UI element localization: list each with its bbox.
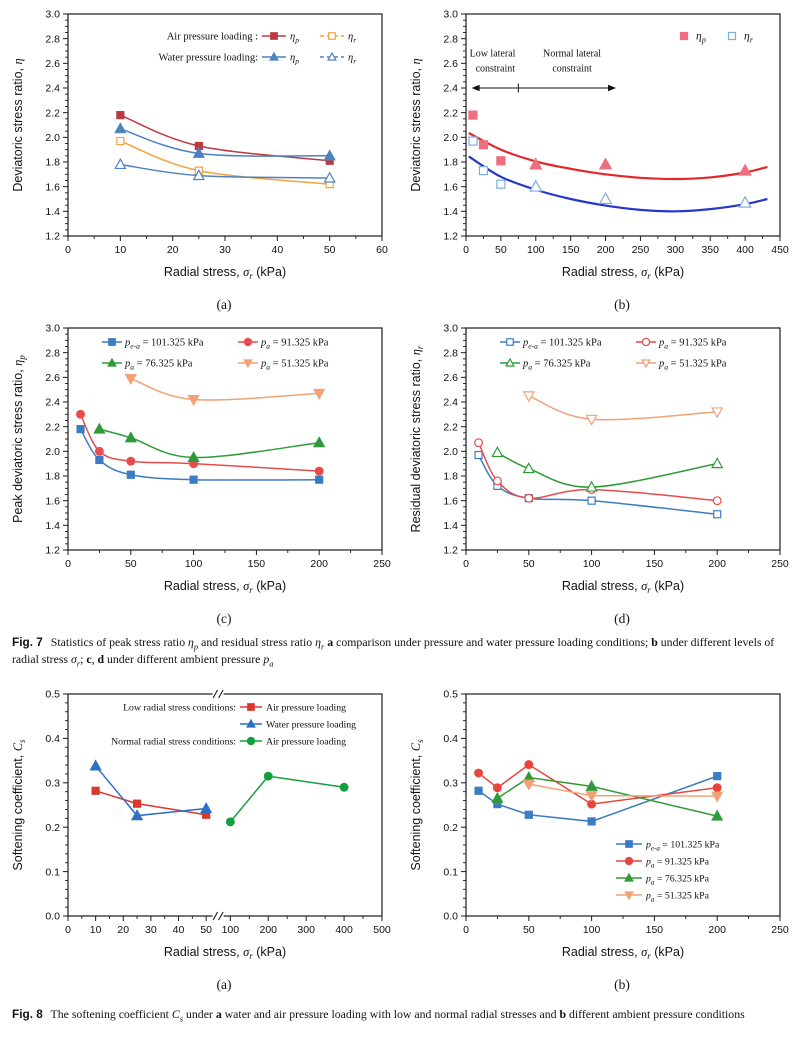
chart-fig8b <box>404 684 794 993</box>
svg-text:2.2: 2.2 <box>45 421 60 434</box>
svg-text:50: 50 <box>522 924 535 936</box>
svg-text:0: 0 <box>463 558 469 570</box>
svg-text:450: 450 <box>771 244 789 256</box>
svg-text:1.2: 1.2 <box>45 230 60 243</box>
svg-text:constraint: constraint <box>552 63 592 75</box>
svg-text:Deviatoric stress ratio, η: Deviatoric stress ratio, η <box>11 58 25 192</box>
svg-text:1.2: 1.2 <box>443 230 458 243</box>
svg-text:50: 50 <box>522 558 535 570</box>
svg-text:3.0: 3.0 <box>443 8 458 21</box>
fig7b-axes <box>443 9 789 256</box>
svg-text:2.4: 2.4 <box>443 396 458 409</box>
svg-text:0.4: 0.4 <box>45 733 60 746</box>
svg-text:Radial stress, σr (kPa): Radial stress, $\sigma_r$ (kPa) <box>561 945 685 961</box>
svg-text:150: 150 <box>561 244 580 256</box>
svg-text:10: 10 <box>114 244 127 256</box>
svg-text:10: 10 <box>89 924 102 936</box>
svg-text:2.8: 2.8 <box>45 347 60 360</box>
svg-text:500: 500 <box>373 924 391 936</box>
svg-text:0.2: 0.2 <box>443 821 458 834</box>
svg-text:Air pressure loading: Air pressure loading <box>266 702 346 714</box>
svg-text:200: 200 <box>310 558 328 570</box>
svg-text:ηr: $\eta_r$ <box>744 30 753 45</box>
svg-text:0.1: 0.1 <box>45 866 60 879</box>
svg-text:Radial stress, σr (kPa): Radial stress, $\sigma_r$ (kPa) <box>163 579 287 595</box>
fig7a-plot <box>6 4 396 296</box>
svg-text:20: 20 <box>117 924 130 936</box>
panel-label-fig7c: (c) <box>216 611 232 626</box>
fig8a-series-1 <box>91 761 212 820</box>
panel-label-fig8b: (b) <box>614 977 630 992</box>
svg-text:2.2: 2.2 <box>45 107 60 120</box>
fig7c-series-3 <box>126 375 325 405</box>
svg-text:1.4: 1.4 <box>443 206 458 219</box>
svg-text:Low radial stress conditions:: Low radial stress conditions: <box>123 702 236 714</box>
svg-text:2.4: 2.4 <box>443 82 458 95</box>
svg-text:2.6: 2.6 <box>443 372 458 385</box>
svg-text:pa = 91.325 kPa: $p_a = 91.325$ kPa <box>659 337 727 351</box>
fig8b-plot <box>404 684 794 976</box>
svg-text:1.8: 1.8 <box>443 156 458 169</box>
svg-text:100: 100 <box>582 924 601 936</box>
chart-fig7a <box>6 4 396 313</box>
svg-text:40: 40 <box>172 924 185 936</box>
svg-text:2.6: 2.6 <box>45 58 60 71</box>
svg-text:200: 200 <box>708 558 726 570</box>
svg-text:pa = 76.325 kPa: $p_a = 76.325$ kPa <box>125 358 193 372</box>
svg-text:0: 0 <box>463 924 469 936</box>
svg-text:pa = 51.325 kPa: $p_a = 51.325$ kPa <box>659 358 727 372</box>
chart-fig7d <box>404 318 794 627</box>
svg-text:50: 50 <box>495 244 507 256</box>
svg-text:2.2: 2.2 <box>443 421 458 434</box>
svg-text:Softening coefficient, Cs: Softening coefficient, $C_s$ <box>11 739 27 871</box>
fig7b-fit-curve-0 <box>469 133 768 179</box>
svg-text:30: 30 <box>219 244 231 256</box>
svg-text:50: 50 <box>323 244 336 256</box>
panel-label-fig7b: (b) <box>614 297 630 312</box>
svg-text:200: 200 <box>708 924 726 936</box>
svg-text:constraint: constraint <box>475 63 516 75</box>
svg-text:400: 400 <box>335 924 353 936</box>
svg-text:150: 150 <box>645 924 664 936</box>
svg-text:Air pressure loading :: Air pressure loading : <box>166 31 258 43</box>
fig7c-legend <box>102 338 329 372</box>
svg-text:50: 50 <box>124 558 137 570</box>
svg-text:3.0: 3.0 <box>443 322 458 335</box>
svg-text:Deviatoric stress ratio, η: Deviatoric stress ratio, η <box>409 58 423 192</box>
fig7c-series-1 <box>77 410 323 474</box>
svg-text:1.6: 1.6 <box>45 181 60 194</box>
svg-text:2.4: 2.4 <box>45 396 60 409</box>
svg-text:2.0: 2.0 <box>45 446 60 459</box>
svg-text:2.8: 2.8 <box>45 33 60 46</box>
svg-text:pa = 91.325 kPa: $p_a = 91.325$ kPa <box>646 856 709 870</box>
svg-text:300: 300 <box>666 244 685 256</box>
svg-text:250: 250 <box>771 924 789 936</box>
fig8a-series-2 <box>226 772 347 825</box>
fig7d-plot <box>404 318 794 610</box>
svg-text:Water pressure loading:: Water pressure loading: <box>158 52 258 64</box>
chart-fig8a <box>6 684 396 993</box>
chart-fig7b <box>404 4 794 313</box>
svg-text:0: 0 <box>65 924 71 936</box>
fig7a-legend <box>159 32 357 66</box>
svg-text:0: 0 <box>65 558 71 570</box>
svg-text:150: 150 <box>247 558 266 570</box>
svg-text:1.8: 1.8 <box>45 470 60 483</box>
svg-text:pa = 76.325 kPa: $p_a = 76.325$ kPa <box>523 358 591 372</box>
fig8b-legend <box>616 840 720 904</box>
svg-text:0: 0 <box>65 244 71 256</box>
svg-text:20: 20 <box>166 244 179 256</box>
fig7b-plot <box>404 4 794 296</box>
svg-text:400: 400 <box>736 244 754 256</box>
svg-text:0.3: 0.3 <box>45 777 60 790</box>
svg-text:100: 100 <box>184 558 203 570</box>
svg-text:0.0: 0.0 <box>45 910 60 923</box>
svg-text:0.5: 0.5 <box>443 688 458 701</box>
svg-text:ηr: $\eta_r$ <box>348 52 357 66</box>
svg-text:250: 250 <box>631 244 650 256</box>
fig7b-fit-curve-1 <box>469 156 768 211</box>
svg-text:2.4: 2.4 <box>45 82 60 95</box>
fig8a-plot <box>6 684 396 976</box>
svg-text:Radial stress, σr (kPa): Radial stress, $\sigma_r$ (kPa) <box>163 265 287 281</box>
svg-text:pe-a = 101.325 kPa: $p_{e-a} = 101.325$ kPa <box>523 337 602 351</box>
fig8a-legend <box>111 703 356 748</box>
svg-text:0: 0 <box>463 244 469 256</box>
svg-text:Low lateral: Low lateral <box>469 48 516 60</box>
svg-text:1.6: 1.6 <box>443 495 458 508</box>
svg-text:0.4: 0.4 <box>443 733 458 746</box>
fig7d-axes <box>443 323 789 570</box>
svg-text:ηr: $\eta_r$ <box>348 31 357 45</box>
svg-text:2.2: 2.2 <box>443 107 458 120</box>
svg-text:300: 300 <box>297 924 315 936</box>
fig7d-legend <box>500 338 727 372</box>
svg-text:2.6: 2.6 <box>443 58 458 71</box>
svg-text:1.2: 1.2 <box>443 544 458 557</box>
svg-text:2.0: 2.0 <box>45 132 60 145</box>
svg-text:2.0: 2.0 <box>443 446 458 459</box>
svg-text:100: 100 <box>221 924 240 936</box>
svg-text:30: 30 <box>145 924 157 936</box>
fig7c-plot <box>6 318 396 610</box>
svg-text:250: 250 <box>373 558 391 570</box>
svg-text:1.6: 1.6 <box>443 181 458 194</box>
svg-text:pa = 76.325 kPa: $p_a = 76.325$ kPa <box>646 873 709 887</box>
svg-text:1.6: 1.6 <box>45 495 60 508</box>
fig7d-series-3 <box>524 392 723 425</box>
fig8b-series-1 <box>475 761 721 808</box>
fig7d-series-2 <box>492 447 722 491</box>
svg-text:pa = 51.325 kPa: $p_a = 51.325$ kPa <box>646 890 709 904</box>
svg-text:ηp: $\eta_p$ <box>696 30 706 45</box>
panel-label-fig7a: (a) <box>216 297 232 312</box>
svg-text:pa = 51.325 kPa: $p_a = 51.325$ kPa <box>261 358 329 372</box>
fig7c-series-2 <box>94 424 324 462</box>
fig7a-axes <box>45 9 388 256</box>
svg-text:1.4: 1.4 <box>45 206 60 219</box>
fig7a-series-2 <box>115 123 335 159</box>
fig7c-series-0 <box>77 426 323 484</box>
svg-text:Water pressure loading: Water pressure loading <box>266 719 357 731</box>
svg-text:1.8: 1.8 <box>45 156 60 169</box>
svg-text:60: 60 <box>376 244 388 256</box>
svg-text:Normal lateral: Normal lateral <box>543 48 602 60</box>
panel-label-fig8a: (a) <box>216 977 232 992</box>
svg-text:0.0: 0.0 <box>443 910 458 923</box>
svg-text:Radial stress, σr (kPa): Radial stress, $\sigma_r$ (kPa) <box>561 265 685 281</box>
svg-text:Residual deviatoric stress rat: Residual deviatoric stress ratio, $\eta_r$ <box>409 345 425 533</box>
svg-text:2.8: 2.8 <box>443 347 458 360</box>
fig7b-legend <box>681 31 754 45</box>
svg-text:0.5: 0.5 <box>45 688 60 701</box>
svg-text:pe-a = 101.325 kPa: $p_{e-a} = 101.325$ kPa <box>125 337 204 351</box>
svg-text:250: 250 <box>771 558 789 570</box>
fig7c-axes <box>45 323 391 570</box>
panel-label-fig7d: (d) <box>614 611 630 626</box>
svg-text:Softening coefficient, Cs: Softening coefficient, $C_s$ <box>409 739 425 871</box>
svg-text:pe-a = 101.325 kPa: $p_{e-a} = 101.325$ kPa <box>646 839 720 853</box>
svg-text:Normal radial stress condition: Normal radial stress conditions: <box>111 736 236 748</box>
fig8b-series-0 <box>475 773 721 825</box>
svg-text:Peak deviatoric stress ratio,: Peak deviatoric stress ratio, $\eta_p$ <box>11 355 27 523</box>
chart-fig7c <box>6 318 396 627</box>
fig7a-series-3 <box>115 159 335 182</box>
svg-text:200: 200 <box>259 924 278 936</box>
svg-text:pa = 91.325 kPa: $p_a = 91.325$ kPa <box>261 337 329 351</box>
svg-text:40: 40 <box>271 244 284 256</box>
svg-text:Radial stress, σr (kPa): Radial stress, $\sigma_r$ (kPa) <box>561 579 685 595</box>
fig7-caption: Fig. 7 Statistics of peak stress ratio $\eta_p$ and residual stress ratio $\eta_r$ a comparison under pressure and water pressure loading conditions; b under different levels of radial stress $\sigma_r$; c, d under different ambient pressure $p_a$ <box>12 635 775 669</box>
svg-text:2.0: 2.0 <box>443 132 458 145</box>
fig7a-series-1 <box>117 138 333 188</box>
svg-text:1.4: 1.4 <box>45 520 60 533</box>
fig7b-series-3 <box>530 181 751 207</box>
svg-text:ηp: $\eta_p$ <box>290 31 299 45</box>
svg-text:100: 100 <box>527 244 545 256</box>
svg-text:Air pressure loading: Air pressure loading <box>266 736 346 748</box>
svg-text:50: 50 <box>200 924 213 936</box>
svg-text:200: 200 <box>596 244 615 256</box>
svg-text:3.0: 3.0 <box>45 322 60 335</box>
svg-text:2.8: 2.8 <box>443 33 458 46</box>
svg-text:ηp: $\eta_p$ <box>290 52 299 66</box>
svg-text:0.3: 0.3 <box>443 777 458 790</box>
svg-text:1.4: 1.4 <box>443 520 458 533</box>
svg-text:0.1: 0.1 <box>443 866 458 879</box>
svg-text:2.6: 2.6 <box>45 372 60 385</box>
svg-text:1.2: 1.2 <box>45 544 60 557</box>
fig8-caption: Fig. 8 The softening coefficient $C_s$ under a water and air pressure loading with low and normal radial stresses and b different ambient pressure conditions <box>12 1007 745 1024</box>
svg-text:100: 100 <box>582 558 601 570</box>
svg-text:Radial stress, σr (kPa): Radial stress, $\sigma_r$ (kPa) <box>163 945 287 961</box>
svg-text:3.0: 3.0 <box>45 8 60 21</box>
svg-text:350: 350 <box>701 244 719 256</box>
svg-text:1.8: 1.8 <box>443 470 458 483</box>
svg-text:0.2: 0.2 <box>45 821 60 834</box>
svg-text:150: 150 <box>645 558 664 570</box>
